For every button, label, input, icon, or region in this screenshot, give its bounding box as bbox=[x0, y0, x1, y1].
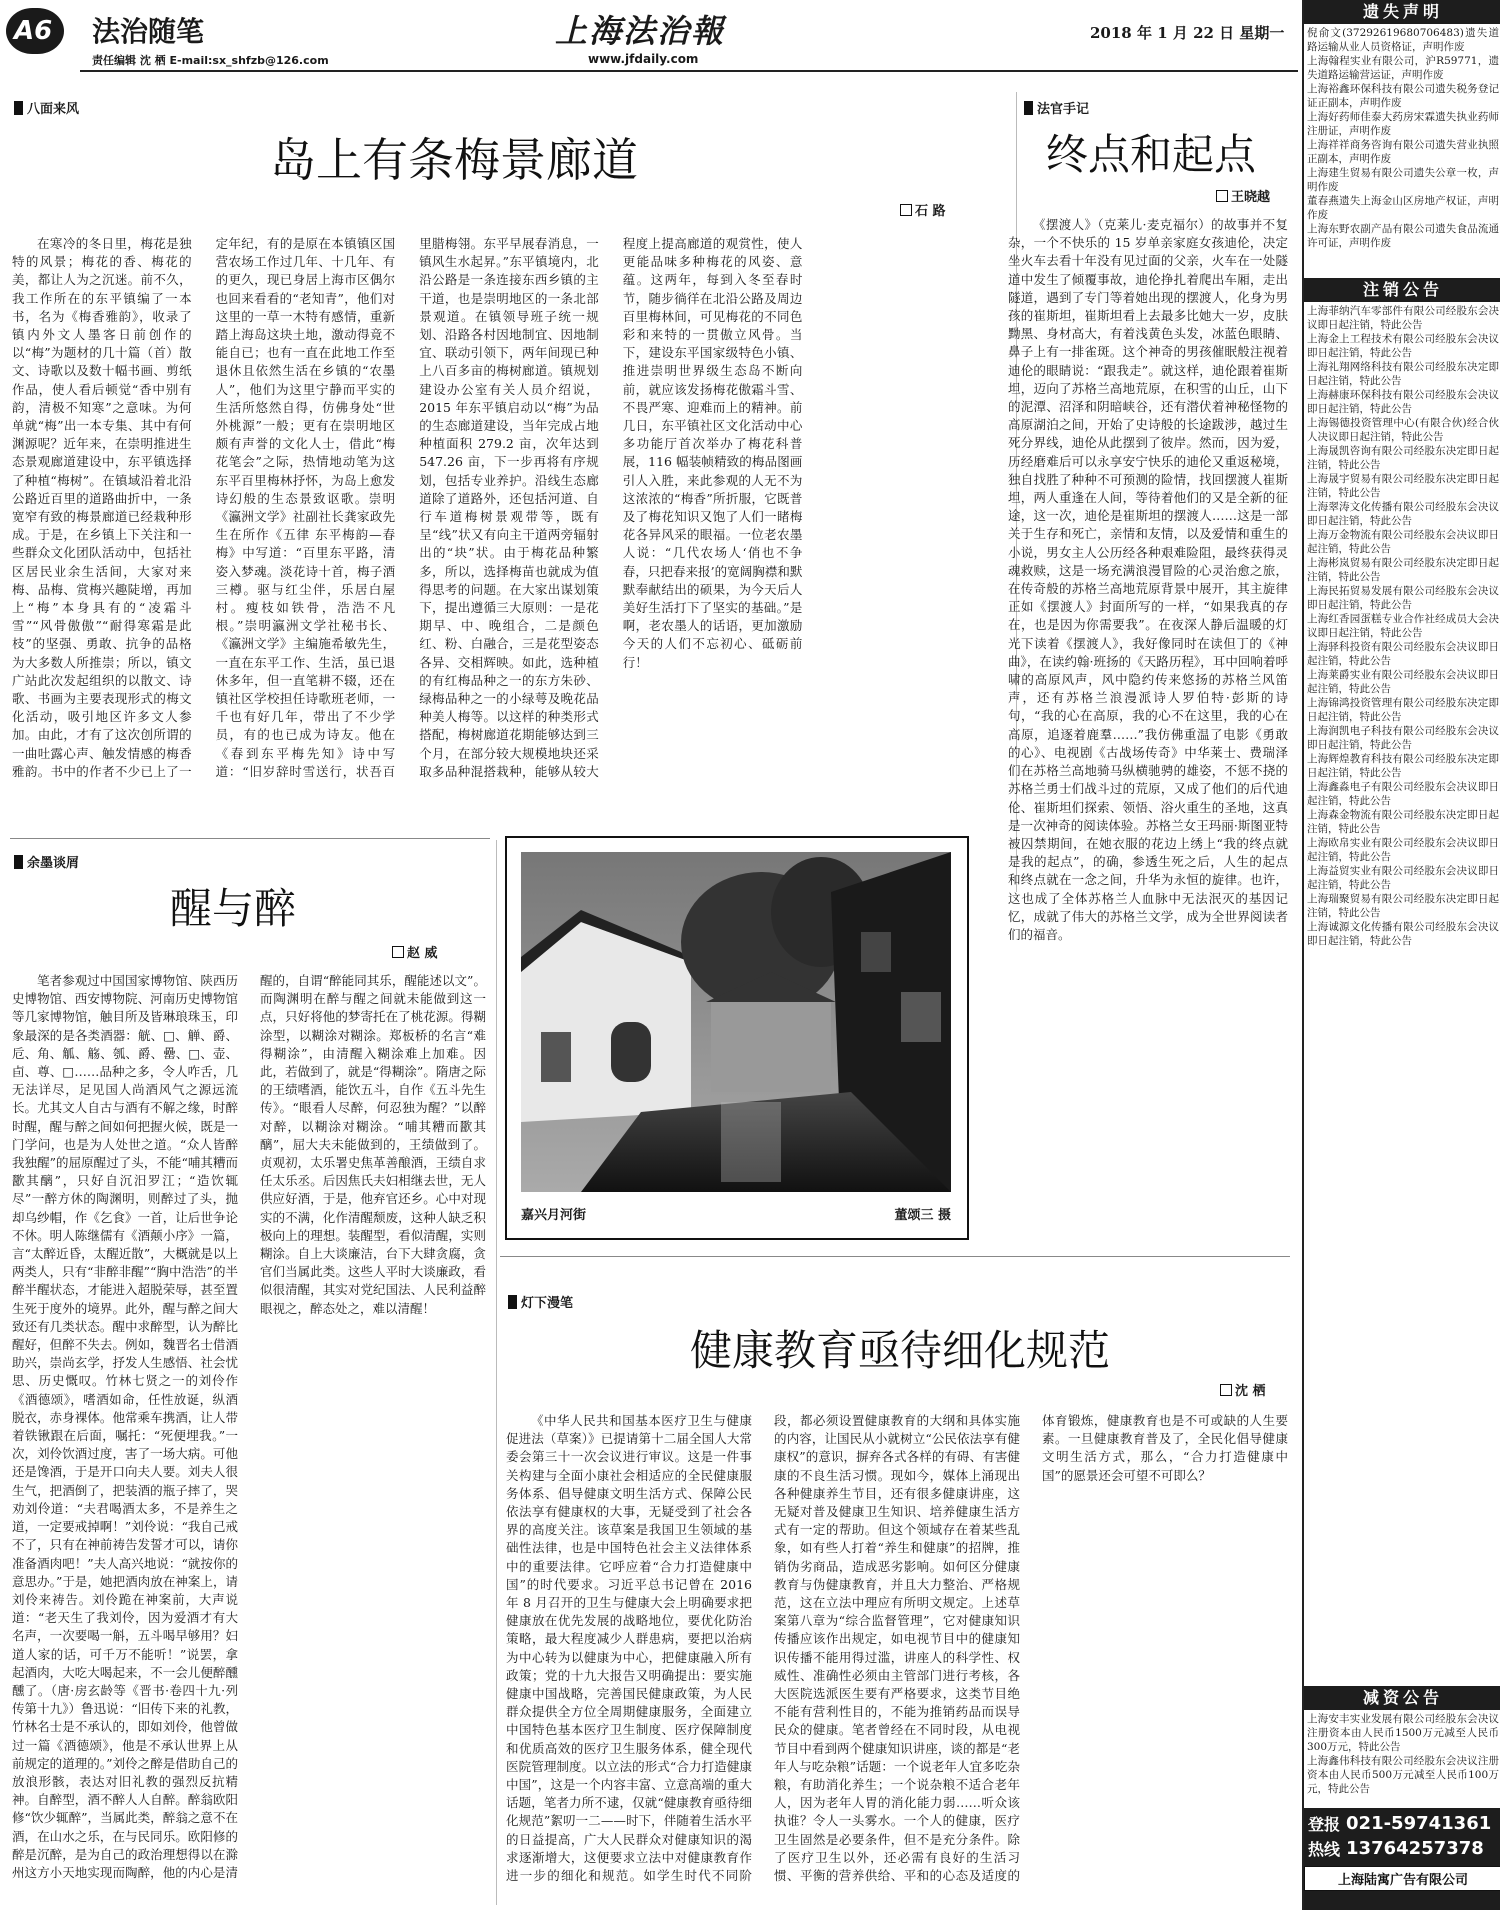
masthead: 上海法治報 bbox=[555, 12, 726, 50]
classifieds-column bbox=[1302, 0, 1500, 1910]
author-box-icon bbox=[1220, 1384, 1232, 1396]
author-box-icon bbox=[1216, 190, 1228, 202]
hotline-phone: 021-59741361 bbox=[1346, 1813, 1492, 1834]
classified-entry: 倪俞文(37292619680706483)遗失道路运输从业人员资格证，声明作废 bbox=[1307, 27, 1499, 53]
classified-entry: 上海彬岚贸易有限公司经股东决定即日起注销，特此公告 bbox=[1307, 557, 1499, 583]
ad-hotline-box bbox=[1304, 1808, 1500, 1910]
column-marker-icon bbox=[1024, 101, 1033, 115]
classified-entry: 上海森金物流有限公司经股东决定即日起注销，特此公告 bbox=[1307, 809, 1499, 835]
classified-entry: 上海祥祥商务咨询有限公司遗失营业执照正副本，声明作废 bbox=[1307, 139, 1499, 165]
classified-entry: 上海鑫伟科技有限公司经股东会决议注册资本由人民币500万元减至人民币100万元，特此公告 bbox=[1307, 1755, 1499, 1795]
article4-text: 《中华人民共和国基本医疗卫生与健康促进法（草案）》已提请第十二届全国人大常委会第三十一次会议进行审议。这是一件事关构建与全面小康社会相适应的全民健康服务体系、倡导健康文明生活方式、保障公民依法享有健康权的大事，无疑受到了社会各界的高度关注。该草案是我国卫生领域的基础性法律，也是中国特色社会主义法律体系中的重要法律。它呼应着“合力打造健康中国”的时代要求。习近平总书记曾在 2016 年 8 月召开的卫生与健康大会上明确要求把健康放在优先发展的战略地位，要优化防治策略，最大程度减少人群患病，要把以治病为中心转为以健康为中心，把健康融入所有政策；党的十九大报告又明确提出：要实施健康中国战略，完善国民健康政策，为人民群众提供全方位全周期健康服务，全面建立中国特色基本医疗卫生制度、医疗保障制度和优质高效的医疗卫生服务体系，健全现代医院管理制度。以立法的形式“合力打造健康中国”，这是一个内容丰富、立意高端的重大话题，笔者力所不逮，仅就“健康教育亟待细化规范”絮叨一二——时下，伴随着生活水平的日益提高，广大人民群众对健康知识的渴求逐渐增大，这便要求立法中对健康教育作进一步的细化和规范。如学生时代不同阶段，都必须设置健康教育的大纲和具体实施的内容，让国民从小就树立“公民依法享有健康权”的意识，摒弃各式各样的有碍、有害健康的不良生活习惯。现如今，媒体上涌现出各种健康养生节目，还有很多健康讲座，这无疑对普及健康卫生知识、培养健康生活方式有一定的帮助。但这个领域存在着某些乱象，如有些人打着“养生和健康”的招牌，推销伪劣商品，造成恶劣影响。如何区分健康教育与伪健康教育，并且大力整治、严格规范，这在立法中理应有所明文规定。上述草案第八章为“综合监督管理”，它对健康知识传播应该作出规定，如电视节目中的健康知识传播不能用得过滥，讲座人的科学性、权威性、准确性必须由主管部门进行考核，各大医院选派医生要有严格要求，这类节目绝不能有营利性目的，不能为推销药品而误导民众的健康。笔者曾经在不同时段，从电视节目中看到两个健康知识讲座，谈的都是“老年人与吃杂粮”话题：一个说老年人宜多吃杂粮，有助消化养生；一个说杂粮不适合老年人，因为老年人胃的消化能力弱……听众该执谁？令人一头雾水。一个人的健康，医疗卫生固然是必要条件，但不是充分条件。除了医疗卫生以外，还必需有良好的生活习惯、平衡的营养供给、平和的心态及适度的体育锻炼，健康教育也是不可或缺的人生要素。一旦健康教育普及了，全民化倡导健康文明生活方式，那么，“合力打造健康中国”的愿景还会可望不可即么？ bbox=[506, 1413, 1288, 1884]
site-url: www.jfdaily.com bbox=[588, 52, 699, 66]
hotline-phone: 13764257378 bbox=[1346, 1838, 1484, 1859]
classified-entry: 上海菲纳汽车零部件有限公司经股东会决议即日起注销，特此公告 bbox=[1307, 305, 1499, 331]
classified-entry: 上海翠涛文化传播有限公司经股东会决议即日起注销，特此公告 bbox=[1307, 501, 1499, 527]
section-rule bbox=[500, 1256, 1290, 1257]
photo-caption-credit: 董颂三 摄 bbox=[894, 1208, 951, 1223]
canal-street-photo bbox=[521, 852, 951, 1192]
classified-entry: 上海建生贸易有限公司遗失公章一枚，声明作废 bbox=[1307, 167, 1499, 193]
column-name: 八面来风 bbox=[27, 102, 80, 117]
classified-entry: 上海金上工程技术有限公司经股东会决议即日起注销，特此公告 bbox=[1307, 333, 1499, 359]
article3-text: 《摆渡人》（克莱儿·麦克福尔）的故事并不复杂，一个不快乐的 15 岁单亲家庭女孩迪伦，决定坐火车去看十年没有见过面的父亲，火车在一处隧道中发生了倾覆事故，迪伦挣扎着爬出车厢，走出隧道，遇到了专门等着她出现的摆渡人，化身为男孩的崔斯坦，崔斯坦看上去最多比她大一岁，皮肤黝黑、身材高大，有着浅黄色头发，冰蓝色眼睛、鼻子上有一排雀斑。这个神奇的男孩催眠般注视着迪伦的眼睛说：“跟我走”。就这样，迪伦跟着崔斯坦，迈向了苏格兰高地荒原，在积雪的山丘，山下的泥潭、沼泽和阴暗峡谷，还有潜伏着神秘怪物的高原湖泊之间，开始了史诗般的长途跋涉，越过生死分界线，迪伦从此摆到了彼岸。然而，因为爱，历经磨难后可以永享安宁快乐的迪伦又重返秘境，独自找胜了种种不可预测的险情，找回摆渡人崔斯坦，两人重逢在人间，等待着他们的又是全新的征途，这一次，迪伦是崔斯坦的摆渡人……这是一部关于生存和死亡，亲情和友情，以及爱情和重生的小说，男女主人公历经各种艰难险阻，最终获得灵魂救赎，这是一场充满浪漫冒险的心灵治愈之旅，在传奇般的苏格兰高地荒原背景中展开，其主旋律正如《摆渡人》封面所写的一样，“如果我真的存在，也是因为你需要我”。在夜深人静后温暖的灯光下读着《摆渡人》，我好像同时在读但丁的《神曲》，在读约翰·班扬的《天路历程》，耳中回响着呼啸的高原风声，风中隐约传来悠扬的苏格兰风笛声，还有苏格兰浪漫派诗人罗伯特·彭斯的诗句，“我的心在高原，我的心不在这里，我的心在高原，追逐着鹿羣……”我仿佛重温了电影《勇敢的心》、电视剧《古战场传奇》中华莱士、费瑞泽们在苏格兰高地骑马纵横驰骋的雄姿，不惩不挠的苏格兰勇士们战斗过的荒原，又成了他们的后代迪伦、崔斯坦们探索、领悟、浴火重生的圣地，这真是一次神奇的阅读体验。苏格兰女王玛丽·斯图亚特被囚禁期间，在她衣服的花边上绣上“我的终点就是我的起点”，的确，参透生死之后，人生的起点和终点就在一念之间，升华为永恒的旋律。也许，这也成了全体苏格兰人血脉中无法泯灭的基因记忆，成就了伟大的苏格兰文学，成为全世界阅读者们的福音。 bbox=[1008, 217, 1288, 942]
page-number: A6 bbox=[14, 16, 53, 46]
article1-text: 在寒冷的冬日里，梅花是独特的风景；梅花的香、梅花的美，都让人为之沉迷。前不久，我工作所在的东平镇编了一本书，名为《梅香雅韵》，收录了镇内外文人墨客日前创作的以“梅”为题材的几十篇（首）散文、诗歌以及数十幅书画、剪纸作品，使人看后顿觉“香中别有韵，清极不知寒”之意味。为何单就“梅”出一本专集、其中有何渊源呢？近年来，在崇明推进生态景观廊道建设中，东平镇选择了种植“梅树”。在镇域沿着北沿公路近百里的道路曲折中，一条宽窄有致的梅景廊道已经栽种形成。于是，在乡镇上下关注和一些群众文化团队活动中，包括社区居民业余生活间，大家对来梅、品梅、赏梅兴趣陡增，再加上“梅”本身具有的“凌霜斗雪”“风骨傲傲”“耐得寒霜是此枝”的坚强、勇敢、抗争的品格为大多数人所推崇；所以，镇文广站此次发起组织的以散文、诗歌、书画为主要表现形式的梅文化活动，吸引地区许多文人参加。由此，才有了这次创所谓的一曲吐露心声、触发情感的梅香雅韵。书中的作者不少已上了一定年纪，有的是原在本镇镇区国营农场工作过几年、十几年、有的更久，现已身居上海市区偶尔也回来看看的“老知青”，他们对这里的一草一木特有感情，重新踏上海岛这块土地，激动得竟不能自已；也有一直在此地工作至退休且依然生活在乡镇的“农墨人”，他们为这里宁静而平实的生活所悠然自得，仿佛身处“世外桃源”一般；更有在崇明地区颇有声誉的文化人士，借此“梅花笔会”之际，热情地动笔为这东平百里梅林抒怀，为岛上愈发诗幻般的生态景致讴歌。崇明《瀛洲文学》社副社长龚家政先生在所作《五律 东平梅韵—春梅》中写道：“百里东平路，清姿入梦魂。淡花诗十首，梅子酒三樽。驱与红尘伴，乐居白屋村。瘦枝如铁骨，浩浩不凡根。”崇明瀛洲文学社秘书长、《瀛洲文学》主编施希敏先生，一直在东平工作、生活，虽已退休多年，但一直笔耕不辍，还在镇社区学校担任诗歌班老师，一千也有好几年，带出了不少学员，有的也已成为诗友。他在《春到东平梅先知》诗中写道：“旧岁辞时雪送行，状吾百里腊梅翎。东平早展春消息，一镇风生水起昇。”东平镇境内，北沿公路是一条连接东西乡镇的主干道，也是崇明地区的一条北部景观道。在镇领导班子统一规划、沿路各村因地制宜、因地制宜、联动引领下，两年间现已种上八百多亩的梅树廊道。镇规划建设办公室有关人员介绍说，2015 年东平镇启动以“梅”为品的生态廊道建设，当年完成占地种植面积 279.2 亩，次年达到 547.26 亩，下一步再将有序规划，包括专业养护。沿线生态廊道除了道路外，还包括河道、自行车道梅树景观带等，既有呈“线”状又有向主干道两旁辐射出的“块”状。由于梅花品种繁多，所以，选择梅苗也就成为值得思考的问题。在大家出谋划策下，提出遵循三大原则：一是花期早、中、晚组合，二是颜色红、粉、白融合，三是花型姿态各异、交相辉映。如此，选种植的有红梅品种之一的东方朱砂、绿梅品种之一的小绿萼及晚花品种美人梅等。以这样的种类形式搭配，梅树廊道花期能够达到三个月，在部分较大规模地块还采取多品种混搭栽种，能够从较大程度上提高廊道的观赏性，使人更能品味多种梅花的风姿、意蕴。这两年，每到入冬至春时节，随步徜徉在北沿公路及周边百里梅林间，可见梅花的不同色彩和来特的一贯傲立风骨。当下，建设东平国家级特色小镇、推进崇明世界级生态岛不断向前，就应该发扬梅花傲霜斗雪、不畏严寒、迎难而上的精神。前几日，东平镇社区文化活动中心多功能厅首次举办了梅花科普展，116 幅装帧精致的梅品图画引人入胜，来此参观的人无不为这浓浓的“梅香”所折服，它既普及了梅花知识又饱了人们一睹梅花各异风采的眼福。一位老农墨人说：“几代农场人‘俏也不争春，只把春来报’的宽阔胸襟和默默奉献结出的硕果，为今天后人美好生活打下了坚实的基础。”是啊，老农墨人的话语，更加激励今天的人们不忘初心、砥砺前行！ bbox=[12, 236, 803, 779]
author-box-icon bbox=[900, 204, 912, 216]
article2-title: 醒与醉 bbox=[170, 884, 297, 933]
classified-entry: 上海东野农副产品有限公司遗失食品流通许可证，声明作废 bbox=[1307, 223, 1499, 249]
photo-caption-place: 嘉兴月河街 bbox=[521, 1208, 587, 1223]
editor-line: 责任编辑 沈 栖 E-mail:sx_shfzb@126.com bbox=[92, 54, 329, 67]
column-label-dengxia bbox=[508, 1292, 573, 1311]
column-name: 灯下漫笔 bbox=[521, 1296, 574, 1311]
author-name: 王晓越 bbox=[1231, 190, 1271, 205]
column-marker-icon bbox=[508, 1295, 517, 1309]
classified-entries-deregister bbox=[1304, 302, 1500, 1686]
classified-entry: 上海锦鸿投资管理有限公司经股东决定即日起注销，特此公告 bbox=[1307, 697, 1499, 723]
column-label-faguan bbox=[1024, 98, 1089, 117]
article3-title: 终点和起点 bbox=[1046, 130, 1257, 179]
col-divider bbox=[496, 840, 497, 1905]
classified-entry: 上海锡德投资管理中心(有限合伙)经合伙人决议即日起注销，特此公告 bbox=[1307, 417, 1499, 443]
classified-entry: 上海辉煌教育科技有限公司经股东决定即日起注销，特此公告 bbox=[1307, 753, 1499, 779]
classified-heading: 遗失声明 bbox=[1304, 0, 1500, 24]
column-marker-icon bbox=[14, 855, 23, 869]
article1-title: 岛上有条梅景廊道 bbox=[270, 133, 638, 187]
classified-entry: 上海驿科投资有限公司经股东会决议即日起注销，特此公告 bbox=[1307, 641, 1499, 667]
article2-text: 笔者参观过中国国家博物馆、陕西历史博物馆、西安博物院、河南历史博物馆等几家博物馆，触目所及皆琳琅珠玉，印象最深的是各类酒器：觥、□、觯、爵、卮、角、觚、觞、瓠、爵、罍、□、壶、卣、尊、□……品种之多，令人咋舌，几无法详尽，足见国人尚酒风气之源远流长。尤其文人自古与酒有不解之缘，时醉时醒，醒与醉之间如何把握火候，既是一门学问，也是为人处世之道。“众人皆醉我独醒”的屈原醒过了头，不能“哺其糟而歠其醨”，只好自沉汨罗江；“造饮辄尽”一醉方休的陶渊明，则醉过了头，抛却乌纱帽，作《乞食》一首，让后世争论不休。明人陈继儒有《酒颠小序》一篇，言“太醉近昏，太醒近散”，大概就是以上两类人，只有“非醉非醒”“胸中浩浩”的半醉半醒状态，才能进入超脱荣辱，甚至置生死于度外的境界。此外，醒与醉之间大致还有几类状态。醒中求醉型，认为醉比醒好，但醉不失去。例如，魏晋名士借酒助兴，崇尚玄学，抒发人生感悟、社会忧思、历史慨叹。竹林七贤之一的刘伶作《酒德颂》，嗜酒如命，任性放诞，纵酒脱衣，赤身裸体。他常乘车携酒，让人带着铁锹跟在后面，嘱托：“死便埋我。”一次，刘伶饮酒过度，害了一场大病。可他还是馋酒，于是开口向夫人要。刘夫人很生气，把酒倒了，把装酒的瓶子摔了，哭劝刘伶道：“夫君喝酒太多，不是养生之道，一定要戒掉啊！”刘伶说：“我自己戒不了，只有在神前祷告发誓才可以，请你准备酒肉吧！”夫人高兴地说：“就按你的意思办。”于是，她把酒肉放在神案上，请刘伶来祷告。刘伶跪在神案前，大声说道：“老天生了我刘伶，因为爱酒才有大名声，一次要喝一斛，五斗喝早够用？妇道人家的话，可千万不能听！”说罢，拿起酒肉，大吃大喝起来，不一会儿便醉醺醺了。（唐·房玄龄等《晋书·卷四十九·列传第十九》）鲁迅说：“旧传下来的礼教，竹林名士是不承认的，即如刘伶，他曾做过一篇《酒德颂》，他是不承认世界上从前规定的道理的。”刘伶之醉是借助自己的放浪形骸，表达对旧礼教的强烈反抗精神。自醉型，酒不醉人人自醉。醉翁欧阳修“饮少辄醉”，当属此类，醉翁之意不在酒，在山水之乐，在与民同乐。欧阳修的醉是沉醉，是为自己的政治理想得以在滁州这方小天地实现而陶醉，他的内心是清醒的，自谓“醉能同其乐，醒能述以文”。而陶渊明在醉与醒之间就未能做到这一点，只好将他的梦寄托在了桃花源。得糊涂型，以糊涂对糊涂。郑板桥的名言“难得糊涂”，由清醒入糊涂难上加难。因此，若做到了，就是“得糊涂”。隋唐之际的王绩嗜酒，能饮五斗，自作《五斗先生传》。“眼看人尽醉，何忍独为醒？”以醉对醉，以糊涂对糊涂。“哺其糟而歠其醨”，屈大夫未能做到的，王绩做到了。贞观初，太乐署史焦革善酿酒，王绩自求任太乐丞。后因焦氏夫妇相继去世，无人供应好酒，于是，他弃官还乡。心中对现实的不满，化作清醒颓废，这种人缺乏积极向上的理想。装醒型，看似清醒，实则糊涂。自上大谈廉洁，台下大肆贪腐，贪官们当属此类。这些人平时大谈廉政，看似很清醒，其实对党纪国法、人民利益醉眼视之，醉态处之，难以清醒！ bbox=[12, 973, 486, 1880]
hotline-label: 热线 bbox=[1308, 1840, 1341, 1859]
article3-body bbox=[1008, 216, 1288, 1246]
column-name: 余墨谈屑 bbox=[27, 856, 80, 871]
photo-frame bbox=[505, 836, 969, 1240]
classified-entry: 董春燕遗失上海金山区房地产权证，声明作废 bbox=[1307, 195, 1499, 221]
classified-entry: 上海益贸实业有限公司经股东会决议即日起注销，特此公告 bbox=[1307, 865, 1499, 891]
column-label-bamian bbox=[14, 98, 79, 117]
hotline-label: 登报 bbox=[1308, 1815, 1341, 1834]
article3-author bbox=[1216, 186, 1270, 205]
author-name: 石 路 bbox=[915, 204, 946, 219]
classified-entries-capital bbox=[1304, 1710, 1500, 1814]
article2-author bbox=[392, 942, 438, 961]
article1-author bbox=[900, 200, 946, 219]
classified-entry: 上海礼翔网络科技有限公司经股东决定即日起注销，特此公告 bbox=[1307, 361, 1499, 387]
article4-author bbox=[1220, 1380, 1266, 1399]
classified-entry: 上海赫康环保科技有限公司经股东会决议即日起注销，特此公告 bbox=[1307, 389, 1499, 415]
section-name: 法治随笔 bbox=[92, 15, 205, 48]
classified-entry: 上海红香园蛋糕专业合作社经成员大会决议即日起注销，特此公告 bbox=[1307, 613, 1499, 639]
section-rule bbox=[10, 838, 490, 839]
classified-entry: 上海万金物流有限公司经股东会决议即日起注销，特此公告 bbox=[1307, 529, 1499, 555]
classified-entry: 上海欧帛实业有限公司经股东会决议即日起注销，特此公告 bbox=[1307, 837, 1499, 863]
classified-entry: 上海莱爵实业有限公司经股东会决议即日起注销，特此公告 bbox=[1307, 669, 1499, 695]
column-label-yumo bbox=[14, 852, 79, 871]
classified-entry: 上海晟宇贸易有限公司经股东决定即日起注销，特此公告 bbox=[1307, 473, 1499, 499]
classified-entries-lost bbox=[1304, 24, 1500, 278]
author-name: 沈 栖 bbox=[1235, 1384, 1266, 1399]
column-name: 法官手记 bbox=[1037, 102, 1090, 117]
classified-entry: 上海瑞聚贸易有限公司经股东决定即日起注销，特此公告 bbox=[1307, 893, 1499, 919]
classified-entry: 上海好药师佳泰大药房宋霖遗失执业药师注册证，声明作废 bbox=[1307, 111, 1499, 137]
classified-entry: 上海裕鑫环保科技有限公司遗失税务登记证正副本，声明作废 bbox=[1307, 83, 1499, 109]
author-box-icon bbox=[392, 946, 404, 958]
article4-title: 健康教育亟待细化规范 bbox=[690, 1326, 1111, 1375]
author-name: 赵 威 bbox=[407, 946, 438, 961]
classified-entry: 上海润凯电子科技有限公司经股东会决议即日起注销，特此公告 bbox=[1307, 725, 1499, 751]
header-rule bbox=[80, 70, 1298, 72]
classified-entry: 上海安丰实业发展有限公司经股东会决议注册资本由人民币1500万元减至人民币300万元，特此公告 bbox=[1307, 1713, 1499, 1753]
classified-entry: 上海翰程实业有限公司，沪R59771，遗失道路运输营运证，声明作废 bbox=[1307, 55, 1499, 81]
column-marker-icon bbox=[14, 101, 23, 115]
classified-entry: 上海鑫淼电子有限公司经股东会决议即日起注销，特此公告 bbox=[1307, 781, 1499, 807]
page-header bbox=[0, 0, 1300, 72]
classified-entry: 上海晟凯咨询有限公司经股东决定即日起注销，特此公告 bbox=[1307, 445, 1499, 471]
classified-entry: 上海诚源文化传播有限公司经股东会决议即日起注销，特此公告 bbox=[1307, 921, 1499, 947]
article1-body bbox=[12, 235, 1006, 791]
classified-heading: 减资公告 bbox=[1304, 1686, 1500, 1710]
issue-date: 2018 年 1 月 22 日 星期一 bbox=[1090, 24, 1285, 42]
classified-entry: 上海民拓贸易发展有限公司经股东会决议即日起注销，特此公告 bbox=[1307, 585, 1499, 611]
article2-body bbox=[12, 972, 486, 1900]
article4-body bbox=[506, 1412, 1288, 1902]
classified-heading: 注销公告 bbox=[1304, 278, 1500, 302]
ad-agency: 上海陆寓广告有限公司 bbox=[1304, 1866, 1500, 1891]
